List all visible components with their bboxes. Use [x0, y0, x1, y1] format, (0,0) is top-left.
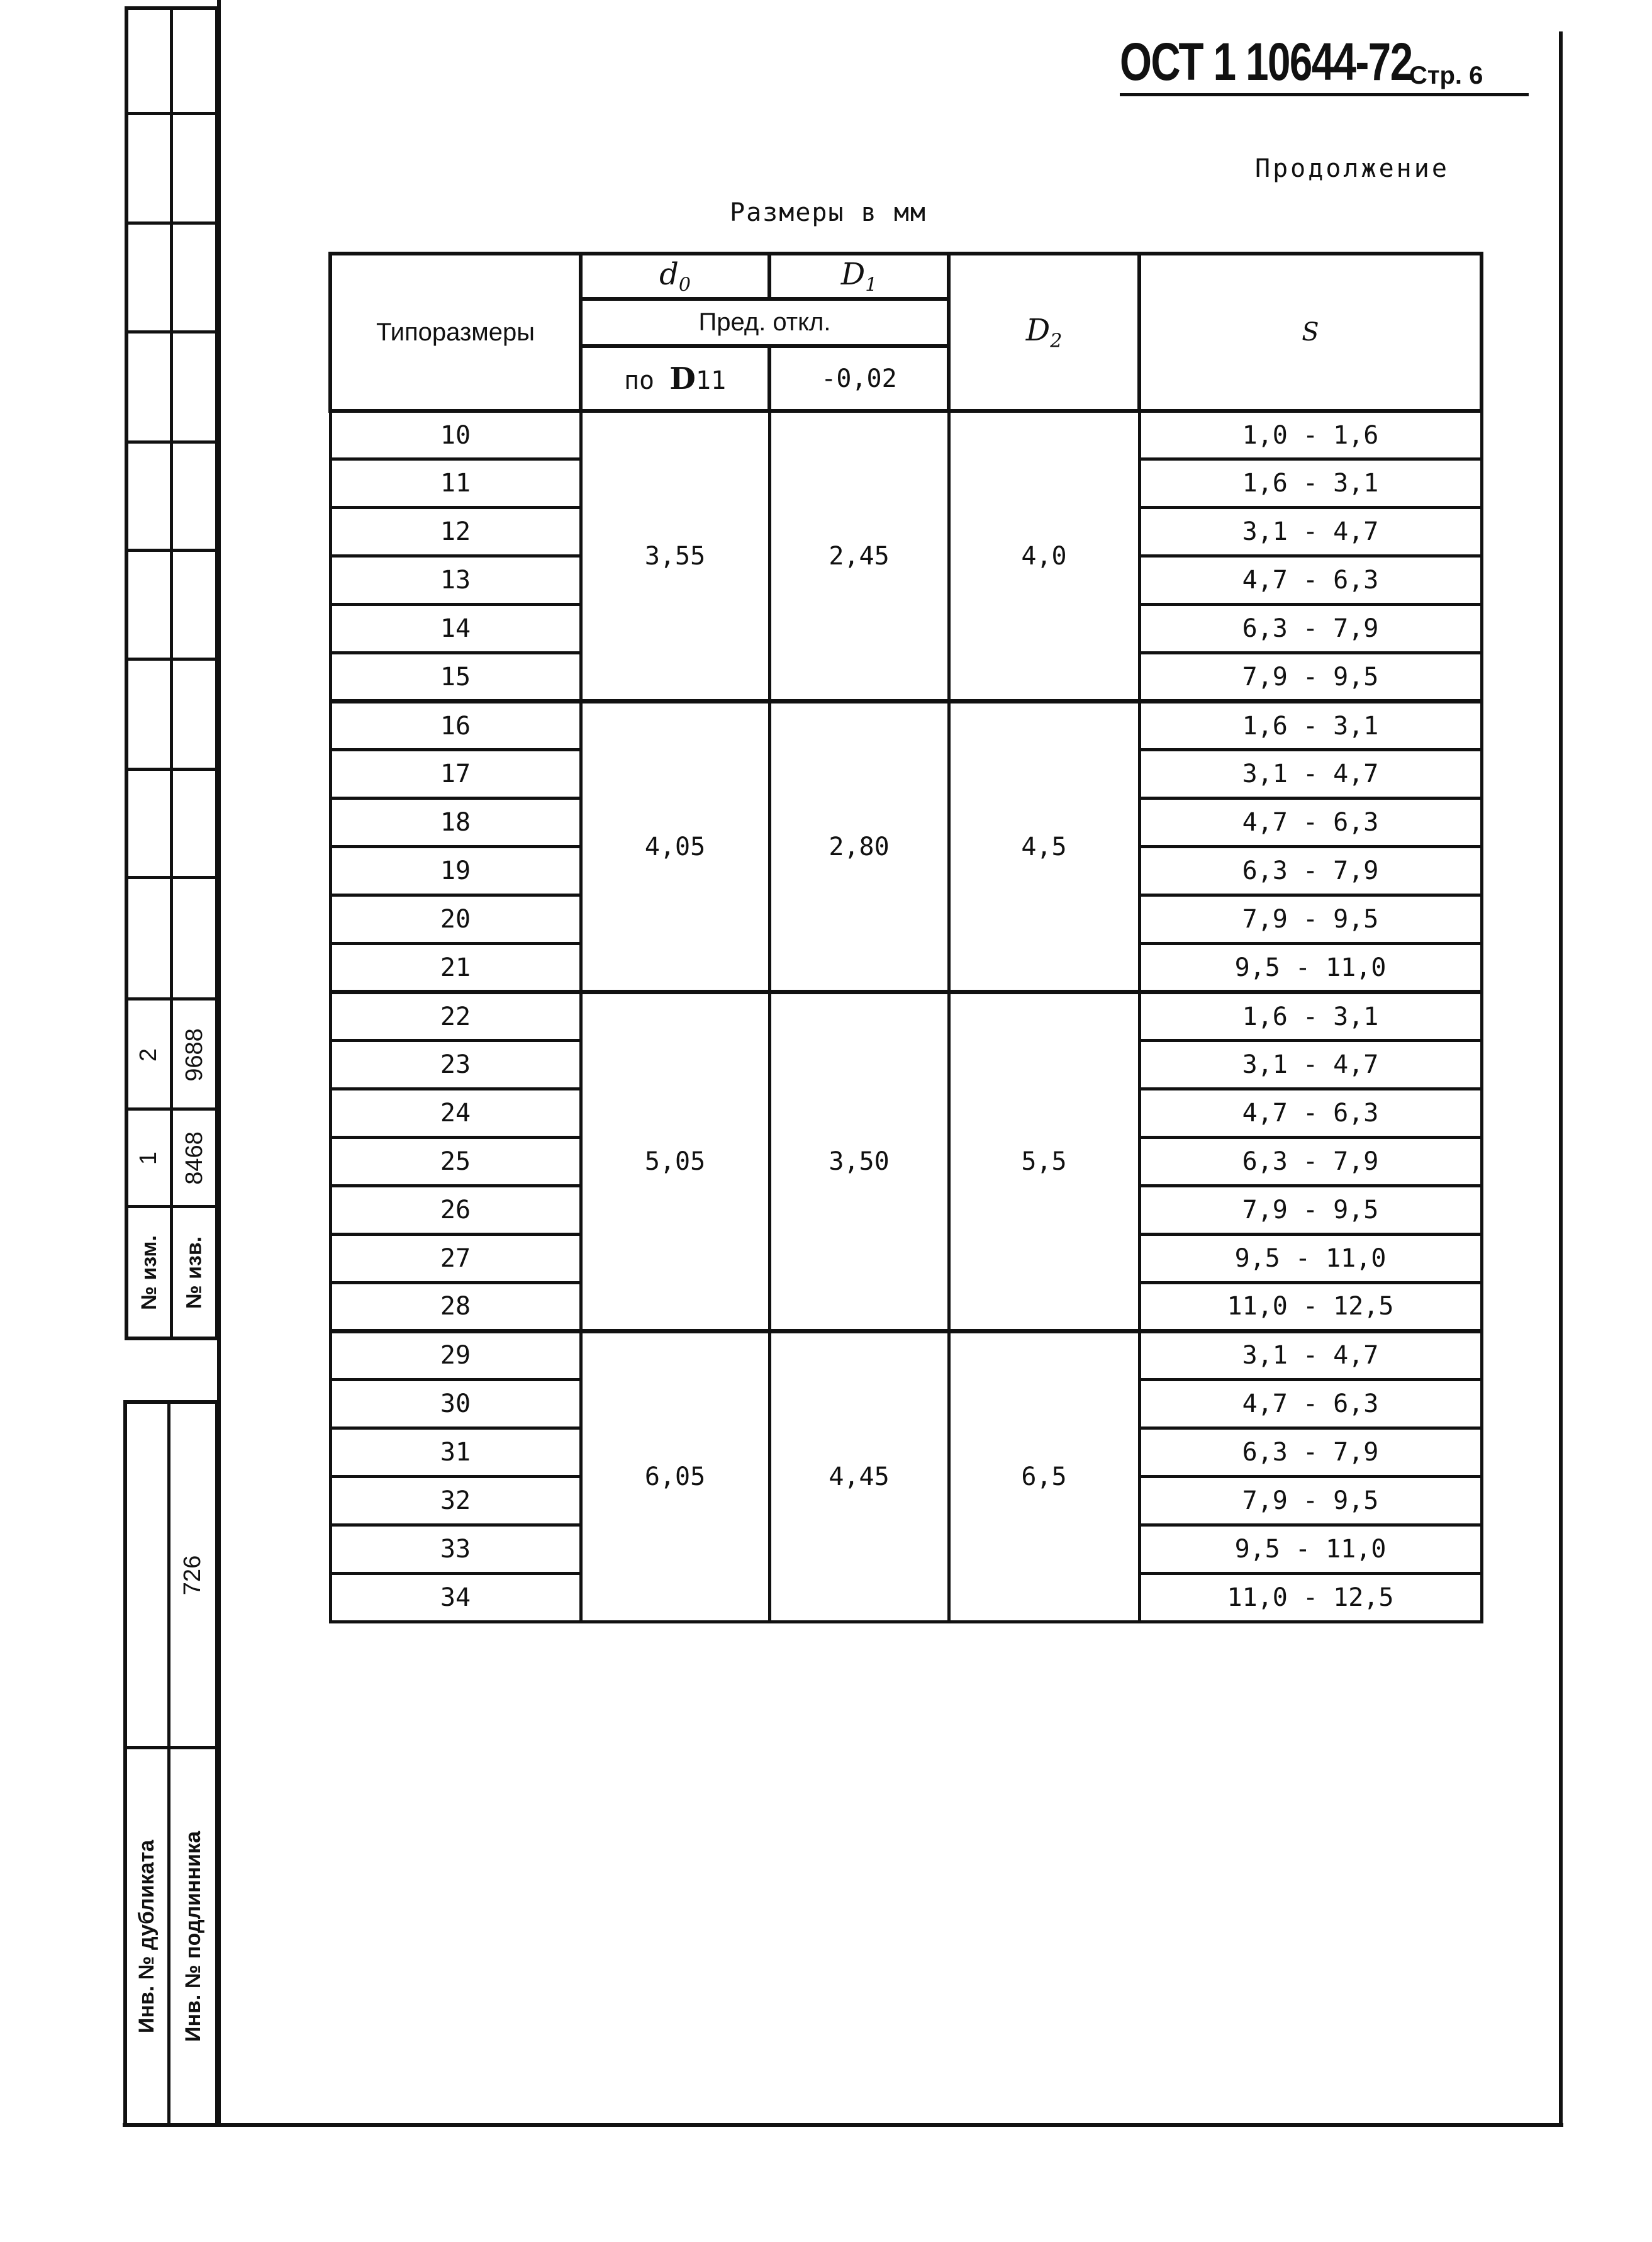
type-size-cell: 20: [330, 895, 581, 944]
header-d0-letter: d: [659, 256, 679, 292]
D2-value-cell: 4,5: [949, 702, 1139, 992]
stamp-upper-hline-6: [125, 658, 219, 661]
header-D1: [769, 254, 949, 299]
table-row: [330, 1331, 1482, 1379]
header-S: [1139, 254, 1482, 411]
type-size-cell: 32: [330, 1476, 581, 1525]
type-size-cell: 11: [330, 459, 581, 508]
type-size-cell: 17: [330, 750, 581, 799]
change-no-label-cell: № изм.: [137, 1235, 161, 1310]
notice-2-cell: 9688: [181, 1028, 208, 1082]
s-range-cell: 6,3 - 7,9: [1139, 605, 1482, 653]
stamp-upper-hline-9: [125, 997, 219, 1000]
page-label: Стр. 6: [1409, 62, 1483, 89]
D1-value-cell: 2,80: [769, 702, 949, 992]
D1-value-cell: 2,45: [769, 411, 949, 702]
header-D2-subscript: 2: [1050, 330, 1063, 352]
d0-value-cell: 4,05: [581, 702, 769, 992]
header-D1-tolerance: -0,02: [769, 346, 949, 411]
type-size-cell: 24: [330, 1089, 581, 1138]
type-size-cell: 25: [330, 1138, 581, 1186]
change-1-cell: 1: [135, 1151, 162, 1165]
original-inv-label-cell: Инв. № подлинника: [181, 1830, 205, 2042]
s-range-cell: 7,9 - 9,5: [1139, 1186, 1482, 1235]
D2-value-cell: 4,0: [949, 411, 1139, 702]
table-body: [330, 411, 1482, 1622]
type-size-cell: 29: [330, 1331, 581, 1379]
continuation-label: Продолжение: [1255, 154, 1449, 183]
D1-value-cell: 4,45: [769, 1331, 949, 1622]
s-range-cell: 4,7 - 6,3: [1139, 799, 1482, 847]
type-size-cell: 27: [330, 1234, 581, 1282]
original-inv-value-cell: 726: [179, 1555, 206, 1595]
type-size-cell: 19: [330, 847, 581, 895]
type-size-cell: 18: [330, 799, 581, 847]
s-range-cell: 6,3 - 7,9: [1139, 1138, 1482, 1186]
d0-value-cell: 6,05: [581, 1331, 769, 1622]
table-row: [330, 702, 1482, 750]
s-range-cell: 1,6 - 3,1: [1139, 459, 1482, 508]
header-D1-letter: D: [840, 256, 866, 292]
s-range-cell: 9,5 - 11,0: [1139, 944, 1482, 992]
table-row: [330, 992, 1482, 1041]
type-size-cell: 10: [330, 411, 581, 459]
notice-no-label-cell: № изв.: [182, 1236, 206, 1309]
type-size-cell: 12: [330, 508, 581, 556]
s-range-cell: 11,0 - 12,5: [1139, 1282, 1482, 1331]
stamp-upper-hline-7: [125, 768, 219, 771]
type-size-cell: 15: [330, 653, 581, 702]
s-range-cell: 7,9 - 9,5: [1139, 653, 1482, 702]
D2-value-cell: 6,5: [949, 1331, 1139, 1622]
s-range-cell: 4,7 - 6,3: [1139, 1089, 1482, 1138]
type-size-cell: 23: [330, 1041, 581, 1089]
D1-value-cell: 3,50: [769, 992, 949, 1331]
document-code-underline: [1120, 93, 1529, 96]
s-range-cell: 4,7 - 6,3: [1139, 1379, 1482, 1428]
header-D1-subscript: 1: [865, 274, 878, 296]
s-range-cell: 6,3 - 7,9: [1139, 847, 1482, 895]
d0-tol-prefix: по: [623, 366, 655, 395]
header-tolerance: Пред. откл.: [581, 299, 949, 346]
header-type-size: Типоразмеры: [330, 254, 581, 411]
stamp-upper-hline-2: [125, 221, 219, 225]
d0-value-cell: 5,05: [581, 992, 769, 1331]
header-d0-subscript: 0: [678, 274, 691, 296]
dimensions-table: [328, 252, 1483, 1623]
stamp-upper-hline-8: [125, 876, 219, 879]
s-range-cell: 7,9 - 9,5: [1139, 895, 1482, 944]
s-range-cell: 6,3 - 7,9: [1139, 1428, 1482, 1476]
s-range-cell: 4,7 - 6,3: [1139, 556, 1482, 605]
header-d0: [581, 254, 769, 299]
stamp-upper-hline-5: [125, 549, 219, 552]
d0-tol-symbol: D: [669, 361, 696, 396]
s-range-cell: 9,5 - 11,0: [1139, 1234, 1482, 1282]
s-range-cell: 7,9 - 9,5: [1139, 1476, 1482, 1525]
D2-value-cell: 5,5: [949, 992, 1139, 1331]
change-2-cell: 2: [135, 1048, 162, 1062]
s-range-cell: 1,0 - 1,6: [1139, 411, 1482, 459]
type-size-cell: 14: [330, 605, 581, 653]
duplicate-inv-label-cell: Инв. № дубликата: [135, 1839, 159, 2033]
s-range-cell: 1,6 - 3,1: [1139, 702, 1482, 750]
type-size-cell: 13: [330, 556, 581, 605]
units-caption: Размеры в мм: [730, 198, 927, 227]
stamp-upper-hline-1: [125, 112, 219, 115]
type-size-cell: 16: [330, 702, 581, 750]
stamp-upper-hline-3: [125, 330, 219, 333]
type-size-cell: 30: [330, 1379, 581, 1428]
notice-1-cell: 8468: [181, 1131, 208, 1185]
s-range-cell: 1,6 - 3,1: [1139, 992, 1482, 1041]
header-d0-tolerance: [581, 346, 769, 411]
type-size-cell: 33: [330, 1525, 581, 1573]
d0-value-cell: 3,55: [581, 411, 769, 702]
table-row: [330, 411, 1482, 459]
frame-right-line: [1559, 31, 1563, 2127]
type-size-cell: 34: [330, 1573, 581, 1622]
s-range-cell: 11,0 - 12,5: [1139, 1573, 1482, 1622]
stamp-upper-hline-4: [125, 440, 219, 444]
s-range-cell: 3,1 - 4,7: [1139, 508, 1482, 556]
s-range-cell: 3,1 - 4,7: [1139, 750, 1482, 799]
s-range-cell: 9,5 - 11,0: [1139, 1525, 1482, 1573]
document-code: ОСТ 1 10644-72: [1120, 32, 1412, 91]
header-D2: [949, 254, 1139, 411]
type-size-cell: 31: [330, 1428, 581, 1476]
frame-bottom-line: [123, 2123, 1563, 2127]
type-size-cell: 22: [330, 992, 581, 1041]
type-size-cell: 21: [330, 944, 581, 992]
s-range-cell: 3,1 - 4,7: [1139, 1041, 1482, 1089]
s-range-cell: 3,1 - 4,7: [1139, 1331, 1482, 1379]
type-size-cell: 28: [330, 1282, 581, 1331]
header-S-letter: S: [1302, 318, 1319, 347]
d0-tol-number: 11: [695, 366, 727, 395]
header-D2-letter: D: [1025, 312, 1051, 348]
type-size-cell: 26: [330, 1186, 581, 1235]
